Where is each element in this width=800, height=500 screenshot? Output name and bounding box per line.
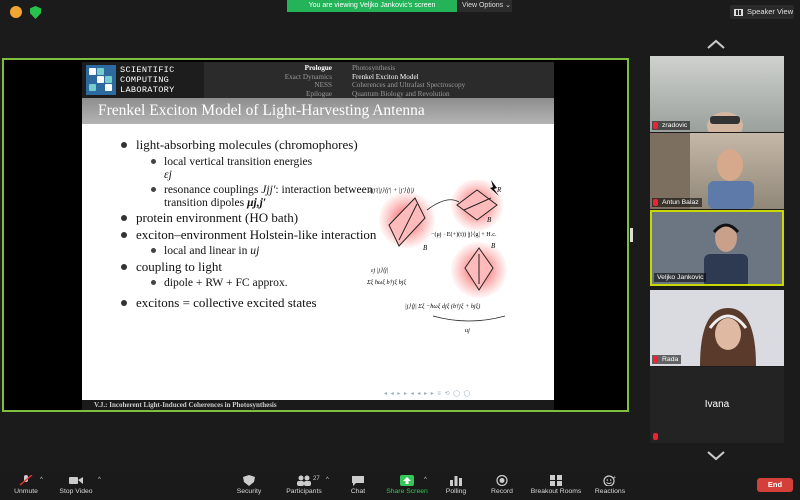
sub-bullet-item: dipole + RW + FC approx. bbox=[106, 276, 396, 289]
nav-section: Epilogue bbox=[306, 89, 332, 98]
mic-muted-icon bbox=[653, 433, 658, 440]
slide-subsection-nav bbox=[352, 64, 552, 98]
chat-icon bbox=[351, 475, 365, 486]
unmute-button[interactable]: Unmute bbox=[6, 471, 46, 500]
smiley-plus-icon bbox=[603, 475, 617, 486]
nav-section: Exact Dynamics bbox=[284, 72, 332, 81]
logo-mark-icon bbox=[86, 65, 116, 95]
nav-subsection-active: Frenkel Exciton Model bbox=[352, 72, 419, 81]
video-camera-icon bbox=[69, 475, 83, 486]
share-screen-icon bbox=[400, 475, 414, 486]
sub-bullet-item: resonance couplings Jjj′: interaction between transition dipoles μj,j′ bbox=[106, 183, 396, 209]
slide-footer: V.J.: Incoherent Light-Induced Coherences in Photosynthesis bbox=[82, 400, 554, 410]
split-drag-handle[interactable] bbox=[630, 228, 633, 242]
end-meeting-button[interactable]: End bbox=[757, 478, 793, 492]
record-button[interactable]: Record bbox=[486, 471, 518, 500]
presentation-slide bbox=[82, 62, 554, 400]
shield-icon bbox=[242, 475, 256, 486]
underbrace bbox=[433, 316, 505, 321]
nav-subsection: Quantum Biology and Revolution bbox=[352, 89, 450, 98]
scl-logo bbox=[82, 62, 204, 98]
participant-name: Antun Balaz bbox=[652, 198, 702, 207]
label-r: R bbox=[497, 186, 502, 194]
stop-video-button[interactable]: Stop Video bbox=[54, 471, 98, 500]
mic-muted-icon bbox=[653, 122, 658, 129]
speaker-view-button[interactable] bbox=[730, 5, 794, 19]
label-b-top: B bbox=[487, 216, 492, 224]
u-label: uj bbox=[465, 327, 470, 334]
participant-tile-active-speaker[interactable] bbox=[650, 210, 784, 286]
chevron-up-icon[interactable]: ^ bbox=[40, 477, 43, 483]
slide-section-nav bbox=[232, 64, 332, 98]
exciton-model-diagram bbox=[367, 180, 547, 342]
bullet-item: exciton–environment Holstein-like interaction bbox=[106, 228, 396, 243]
grid-view-icon bbox=[734, 9, 743, 16]
viewing-banner: You are viewing Veljko Jankovic's screen bbox=[287, 0, 457, 12]
light-coupling-label: −(μj · E(+)(t)) |j⟩⟨g| + H.c. bbox=[431, 231, 497, 238]
logo-text: SCIENTIFIC COMPUTING LABORATORY bbox=[120, 65, 175, 95]
sub-bullet-item: local and linear in uj bbox=[106, 244, 396, 257]
mic-muted-icon bbox=[653, 199, 658, 206]
polling-button[interactable]: Polling bbox=[440, 471, 472, 500]
breakout-rooms-button[interactable]: Breakout Rooms bbox=[528, 471, 584, 500]
bullet-item: light-absorbing molecules (chromophores) bbox=[106, 138, 396, 153]
participant-tile-no-video[interactable] bbox=[650, 367, 784, 443]
bar-chart-icon bbox=[449, 475, 463, 486]
meeting-toolbar bbox=[0, 471, 800, 500]
label-b-bottom: B bbox=[491, 242, 496, 250]
slide-header bbox=[82, 62, 554, 98]
participant-name: Ivana bbox=[704, 399, 730, 410]
participants-count: 27 bbox=[313, 476, 320, 482]
share-screen-button[interactable]: Share Screen bbox=[384, 471, 430, 500]
participant-name: Veljko Jankovic bbox=[654, 273, 706, 282]
bullet-item: coupling to light bbox=[106, 260, 396, 275]
chevron-down-icon[interactable] bbox=[706, 449, 726, 461]
slide-title: Frenkel Exciton Model of Light-Harvesting Antenna bbox=[82, 98, 554, 124]
mic-muted-icon bbox=[19, 475, 33, 486]
participants-icon bbox=[297, 475, 311, 486]
nav-section: NESS bbox=[314, 81, 332, 89]
chevron-down-icon: ⌄ bbox=[505, 2, 511, 9]
site-energy-label: εj |j⟩⟨j| bbox=[371, 267, 389, 274]
participants-button[interactable]: Participants bbox=[282, 471, 326, 500]
reactions-button[interactable]: + Reactions bbox=[594, 475, 626, 495]
chevron-up-icon[interactable]: ^ bbox=[326, 477, 329, 483]
security-button[interactable]: Security bbox=[229, 471, 269, 500]
nav-subsection: Coherences and Ultrafast Spectroscopy bbox=[352, 81, 466, 89]
participant-tile[interactable] bbox=[650, 290, 784, 366]
beamer-navigation-icons[interactable]: ◂ ◂ ▸ ▸ ◂ ◂ ▸ ▸ ≡ ⟲ ◯ ◯ bbox=[384, 391, 472, 397]
chevron-up-icon[interactable] bbox=[706, 38, 726, 50]
svg-text:+: + bbox=[613, 475, 616, 481]
label-b-left: B bbox=[423, 244, 428, 252]
bath-label: Σξ ħωξ b†jξ bjξ bbox=[367, 279, 407, 286]
view-options-label: View Options bbox=[462, 2, 504, 9]
slide-bullets bbox=[106, 138, 396, 313]
record-icon bbox=[495, 475, 509, 486]
chat-button[interactable]: Chat bbox=[342, 471, 374, 500]
sub-bullet-item: local vertical transition energies εj bbox=[106, 155, 396, 181]
encryption-shield-icon[interactable] bbox=[30, 6, 41, 19]
view-options-button[interactable] bbox=[458, 0, 512, 12]
coupling-label: Jjj′(|j⟩⟨j′| + |j′⟩⟨j|) bbox=[369, 187, 414, 194]
participant-name: Rada bbox=[652, 355, 681, 364]
holstein-label: |j⟩⟨j| Σξ −ħωξ djξ (b†jξ + bjξ) bbox=[405, 303, 481, 310]
chevron-up-icon[interactable]: ^ bbox=[98, 477, 101, 483]
bullet-item: protein environment (HO bath) bbox=[106, 211, 396, 226]
participant-tile[interactable] bbox=[650, 56, 784, 132]
speaker-view-label: Speaker View bbox=[747, 7, 794, 16]
shared-screen[interactable] bbox=[2, 58, 629, 412]
nav-section: Prologue bbox=[304, 64, 332, 72]
mic-muted-icon bbox=[653, 356, 658, 363]
info-icon[interactable] bbox=[10, 6, 22, 18]
bullet-item: excitons = collective excited states bbox=[106, 296, 396, 311]
participant-name: zradovic bbox=[652, 121, 690, 130]
nav-subsection: Photosynthesis bbox=[352, 64, 396, 72]
breakout-rooms-icon bbox=[549, 475, 563, 486]
top-status-icons bbox=[10, 6, 41, 19]
participant-tile[interactable] bbox=[650, 133, 784, 209]
chevron-up-icon[interactable]: ^ bbox=[424, 477, 427, 483]
